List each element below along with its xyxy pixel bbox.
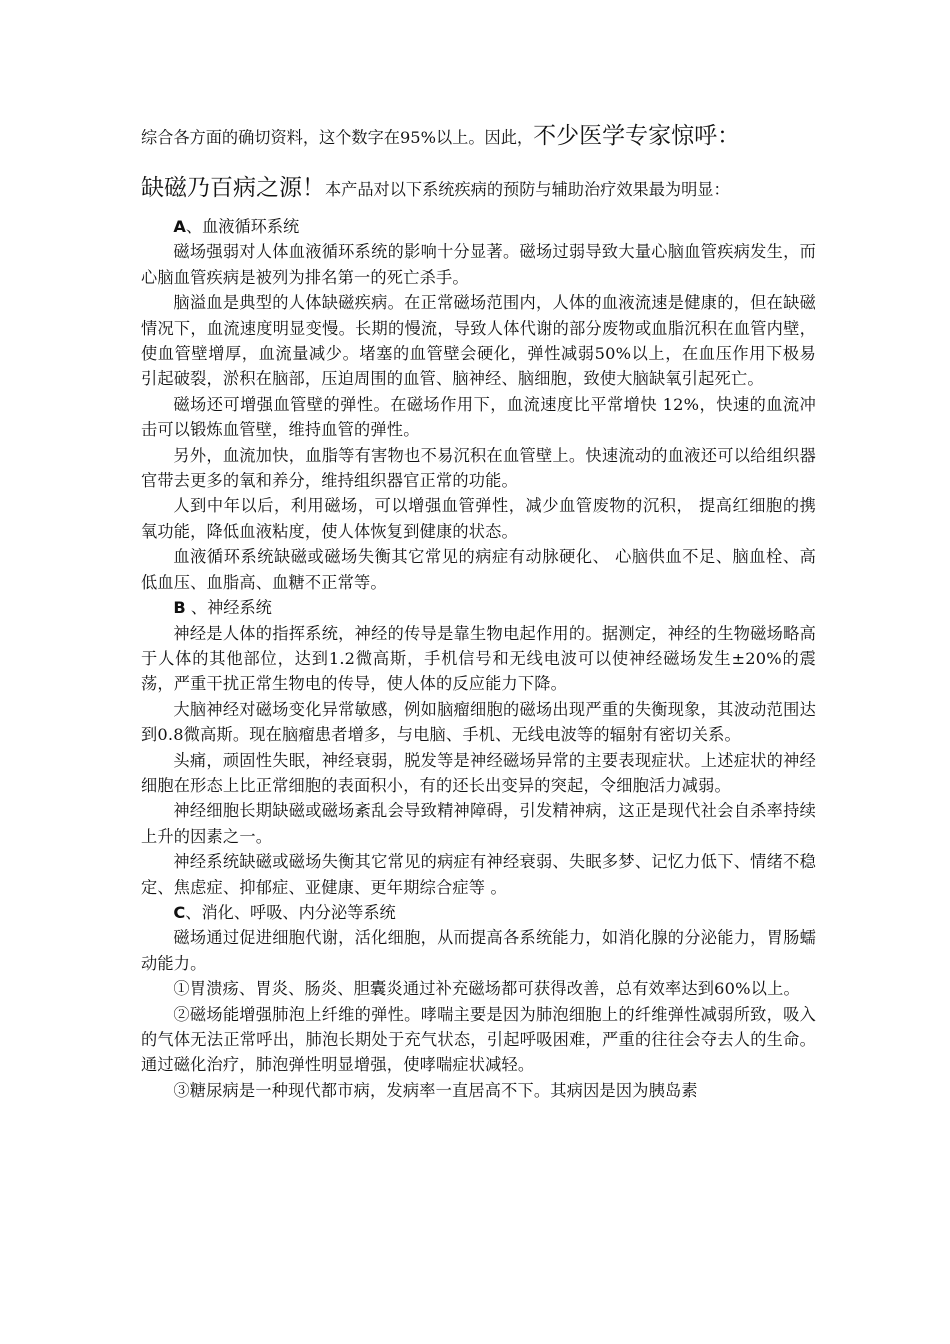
section-c-paragraph: ③糖尿病是一种现代都市病，发病率一直居高不下。其病因是因为胰岛素 bbox=[173, 1080, 698, 1100]
section-a-heading bbox=[141, 214, 816, 239]
section-a-letter: A bbox=[173, 217, 186, 236]
section-a-paragraph: 另外，血流加快，血脂等有害物也不易沉积在血管壁上。快速流动的血液还可以给组织器官带去更多的氧和养分，维持组织器官正常的功能。 bbox=[141, 445, 816, 491]
section-b-heading bbox=[141, 595, 816, 620]
section-a-title: 、血液循环系统 bbox=[185, 217, 300, 236]
section-b-paragraph: 头痛，顽固性失眠，神经衰弱，脱发等是神经磁场异常的主要表现症状。上述症状的神经细胞在形态上比正常细胞的表面积小，有的还长出变异的突起，令细胞活力减弱。 bbox=[141, 750, 816, 795]
intro-line-2 bbox=[141, 170, 816, 208]
document-body bbox=[141, 118, 816, 1103]
section-b-paragraph: 神经细胞长期缺磁或磁场紊乱会导致精神障碍，引发精神病，这正是现代社会自杀率持续上升的因素之一。 bbox=[141, 801, 816, 846]
section-b-paragraph: 神经系统缺磁或磁场失衡其它常见的病症有神经衰弱、失眠多梦、记忆力低下、情绪不稳定、焦虑症、抑郁症、亚健康、更年期综合症等 。 bbox=[141, 852, 816, 897]
section-c-heading bbox=[141, 900, 816, 925]
intro-text-normal: 综合各方面的确切资料，这个数字在95%以上。因此， bbox=[141, 128, 534, 147]
section-a-paragraph: 人到中年以后，利用磁场，可以增强血管弹性，减少血管废物的沉积， 提高红细胞的携氧功能，降低血液粘度，使人体恢复到健康的状态。 bbox=[141, 496, 816, 541]
section-a-paragraph: 脑溢血是典型的人体缺磁疾病。在正常磁场范围内，人体的血液流速是健康的，但在缺磁情况下，血流速度明显变慢。长期的慢流，导致人体代谢的部分废物或血脂沉积在血管内壁，使血管壁增厚，血流量减少。堵塞的血管壁会硬化，弹性减弱50%以上，在血压作用下极易引起破裂，淤积在脑部，压迫周围的血管、脑神经、脑细胞，致使大脑缺氧引起死亡。 bbox=[141, 293, 816, 389]
section-a-paragraph: 血液循环系统缺磁或磁场失衡其它常见的病症有动脉硬化、 心脑供血不足、脑血栓、高低血压、血脂高、血糖不正常等。 bbox=[141, 547, 816, 592]
intro-statement: 本产品对以下系统疾病的预防与辅助治疗效果最为明显： bbox=[325, 180, 730, 199]
section-b-title: 、神经系统 bbox=[185, 598, 272, 618]
section-c-paragraph: ①胃溃疡、胃炎、肠炎、胆囊炎通过补充磁场都可获得改善，总有效率达到60%以上。 bbox=[173, 979, 800, 999]
section-b-paragraph: 神经是人体的指挥系统，神经的传导是靠生物电起作用的。据测定，神经的生物磁场略高于人体的其他部位，达到1.2微高斯，手机信号和无线电波可以使神经磁场发生±20%的震荡，严重干扰正常生物电的传导，使人体的反应能力下降。 bbox=[141, 623, 816, 694]
intro-text-emphasis: 不少医学专家惊呼： bbox=[533, 123, 741, 149]
section-a-paragraph: 磁场强弱对人体血液循环系统的影响十分显著。磁场过弱导致大量心脑血管疾病发生，而心脑血管疾病是被列为排名第一的死亡杀手。 bbox=[141, 242, 816, 287]
section-c-letter: C bbox=[173, 902, 186, 922]
section-b-letter: B bbox=[173, 598, 186, 618]
section-b-paragraph: 大脑神经对磁场变化异常敏感，例如脑瘤细胞的磁场出现严重的失衡现象，其波动范围达到0.8微高斯。现在脑瘤患者增多，与电脑、手机、无线电波等的辐射有密切关系。 bbox=[141, 699, 816, 745]
section-c-title: 、消化、呼吸、内分泌等系统 bbox=[185, 902, 396, 922]
intro-slogan: 缺磁乃百病之源！ bbox=[141, 175, 325, 201]
section-a-paragraph: 磁场还可增强血管壁的弹性。在磁场作用下，血流速度比平常增快 12%，快速的血流冲击可以锻炼血管壁，维持血管的弹性。 bbox=[141, 394, 816, 440]
section-c-paragraph: ②磁场能增强肺泡上纤维的弹性。哮喘主要是因为肺泡细胞上的纤维弹性减弱所致，吸入的气体无法正常呼出，肺泡长期处于充气状态，引起呼吸困难，严重的往往会夺去人的生命。通过磁化治疗，肺泡弹性明显增强，使哮喘症状减轻。 bbox=[141, 1004, 816, 1075]
section-c-paragraph: 磁场通过促进细胞代谢，活化细胞，从而提高各系统能力，如消化腺的分泌能力，胃肠蠕动能力。 bbox=[141, 928, 816, 973]
intro-line-1 bbox=[141, 118, 816, 156]
